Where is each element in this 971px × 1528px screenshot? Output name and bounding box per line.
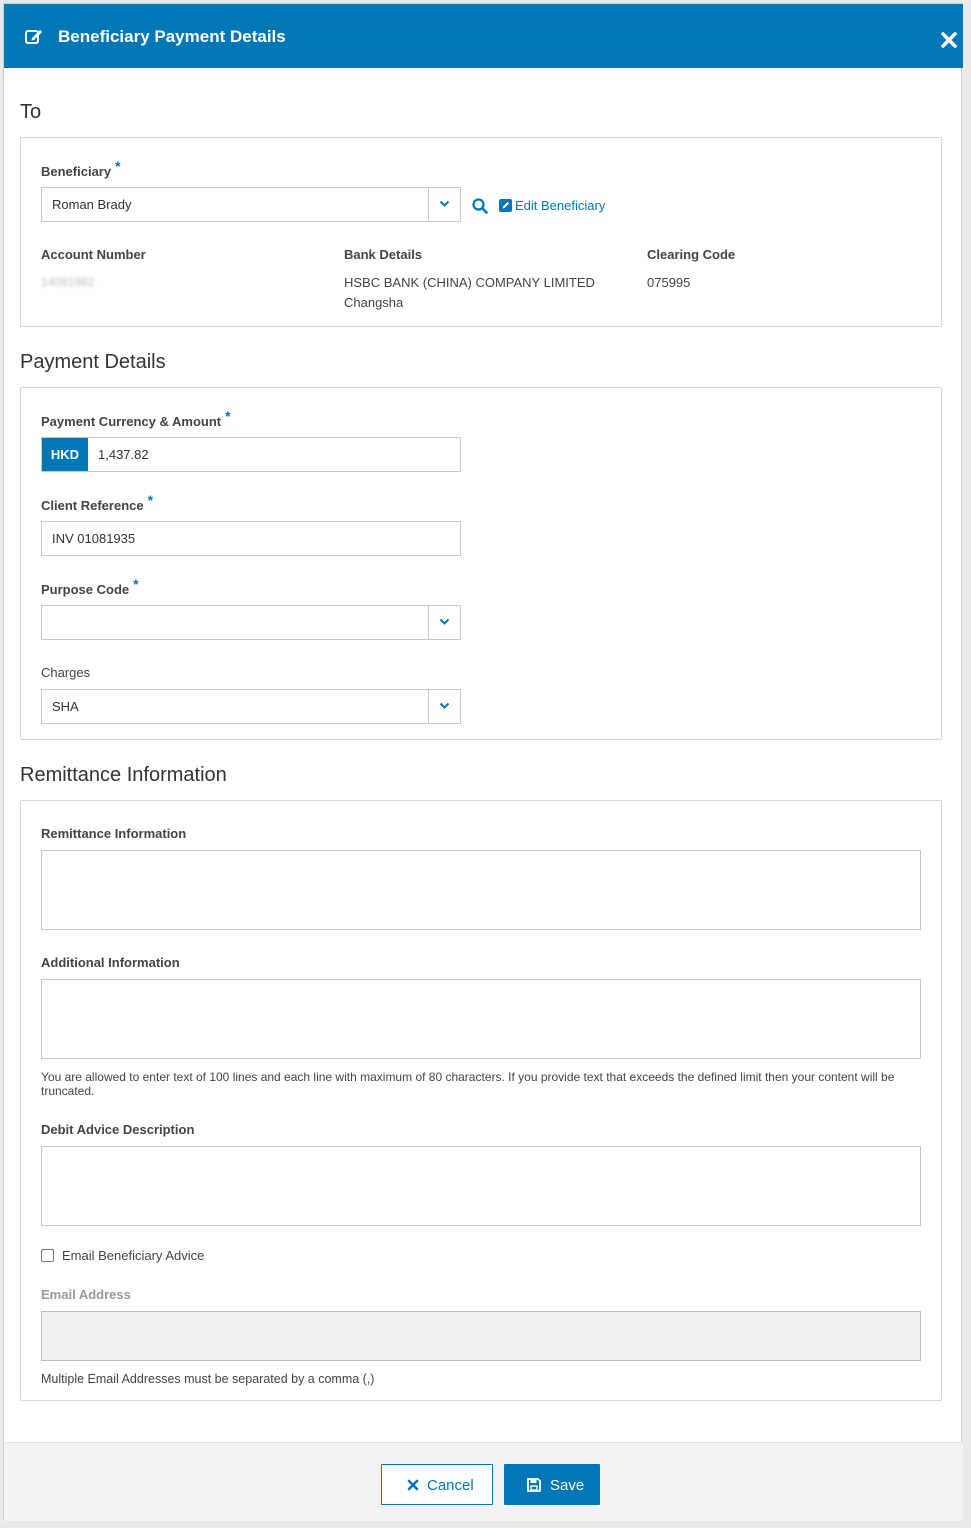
modal-title: Beneficiary Payment Details	[58, 27, 286, 46]
save-button[interactable]	[504, 1464, 600, 1505]
save-icon	[527, 1478, 541, 1492]
modal-header	[4, 4, 963, 68]
purpose-code-select[interactable]	[41, 605, 461, 640]
client-reference-input[interactable]	[41, 521, 461, 556]
additional-info-hint: You are allowed to enter text of 100 lines and each line with maximum of 80 characters. If you provide text that exceeds the defined limit then your content will be truncated.	[41, 1070, 895, 1098]
cancel-button[interactable]	[381, 1464, 493, 1505]
edit-icon	[24, 27, 44, 47]
clearing-code-value: 075995	[647, 275, 691, 290]
bank-details-label: Bank Details	[344, 247, 423, 262]
email-address-hint: Multiple Email Addresses must be separated by a comma (,)	[41, 1372, 375, 1386]
to-panel	[20, 137, 942, 327]
account-number-label: Account Number	[41, 247, 146, 262]
charges-select[interactable]	[41, 689, 461, 724]
purpose-code-label: Purpose Code *	[41, 576, 139, 597]
remittance-section-title: Remittance Information	[20, 764, 227, 786]
chevron-down-icon[interactable]	[428, 606, 460, 639]
charges-value: SHA	[52, 699, 79, 714]
bank-city: Changsha	[344, 295, 404, 310]
clearing-code-label: Clearing Code	[647, 247, 736, 262]
currency-amount-label: Payment Currency & Amount *	[41, 408, 231, 429]
beneficiary-value: Roman Brady	[52, 197, 132, 212]
additional-info-label: Additional Information	[41, 955, 180, 970]
amount-value: 1,437.82	[98, 447, 149, 462]
chevron-down-icon[interactable]	[428, 690, 460, 723]
debit-advice-textarea[interactable]	[41, 1146, 921, 1226]
email-advice-label[interactable]: Email Beneficiary Advice	[62, 1248, 205, 1263]
debit-advice-label: Debit Advice Description	[41, 1122, 195, 1137]
save-label: Save	[550, 1477, 585, 1494]
email-address-label: Email Address	[41, 1287, 131, 1302]
close-icon[interactable]	[941, 32, 957, 48]
amount-input[interactable]	[41, 437, 461, 472]
payment-panel	[20, 387, 942, 740]
currency-badge[interactable]: HKD	[42, 438, 88, 471]
additional-info-textarea[interactable]	[41, 979, 921, 1059]
chevron-down-icon[interactable]	[428, 188, 460, 221]
beneficiary-label: Beneficiary *	[41, 158, 121, 179]
payment-details-modal	[3, 3, 962, 1520]
modal-footer	[4, 1442, 963, 1521]
remittance-panel	[20, 800, 942, 1401]
search-icon[interactable]	[472, 198, 488, 219]
email-address-input[interactable]	[41, 1311, 921, 1361]
account-number-value: 14081982	[41, 275, 95, 289]
bank-name: HSBC BANK (CHINA) COMPANY LIMITED	[344, 275, 595, 290]
charges-label: Charges	[41, 665, 91, 680]
edit-beneficiary-icon[interactable]	[499, 199, 512, 217]
email-advice-checkbox[interactable]	[41, 1249, 54, 1262]
edit-beneficiary-link[interactable]: Edit Beneficiary	[515, 198, 606, 213]
beneficiary-select[interactable]	[41, 187, 461, 222]
close-icon	[407, 1479, 419, 1491]
to-section-title: To	[20, 101, 42, 123]
remittance-info-label: Remittance Information	[41, 826, 187, 841]
payment-section-title: Payment Details	[20, 351, 166, 373]
cancel-label: Cancel	[427, 1477, 474, 1494]
client-reference-value: INV 01081935	[52, 531, 136, 546]
remittance-info-textarea[interactable]	[41, 850, 921, 930]
client-reference-label: Client Reference *	[41, 492, 154, 513]
